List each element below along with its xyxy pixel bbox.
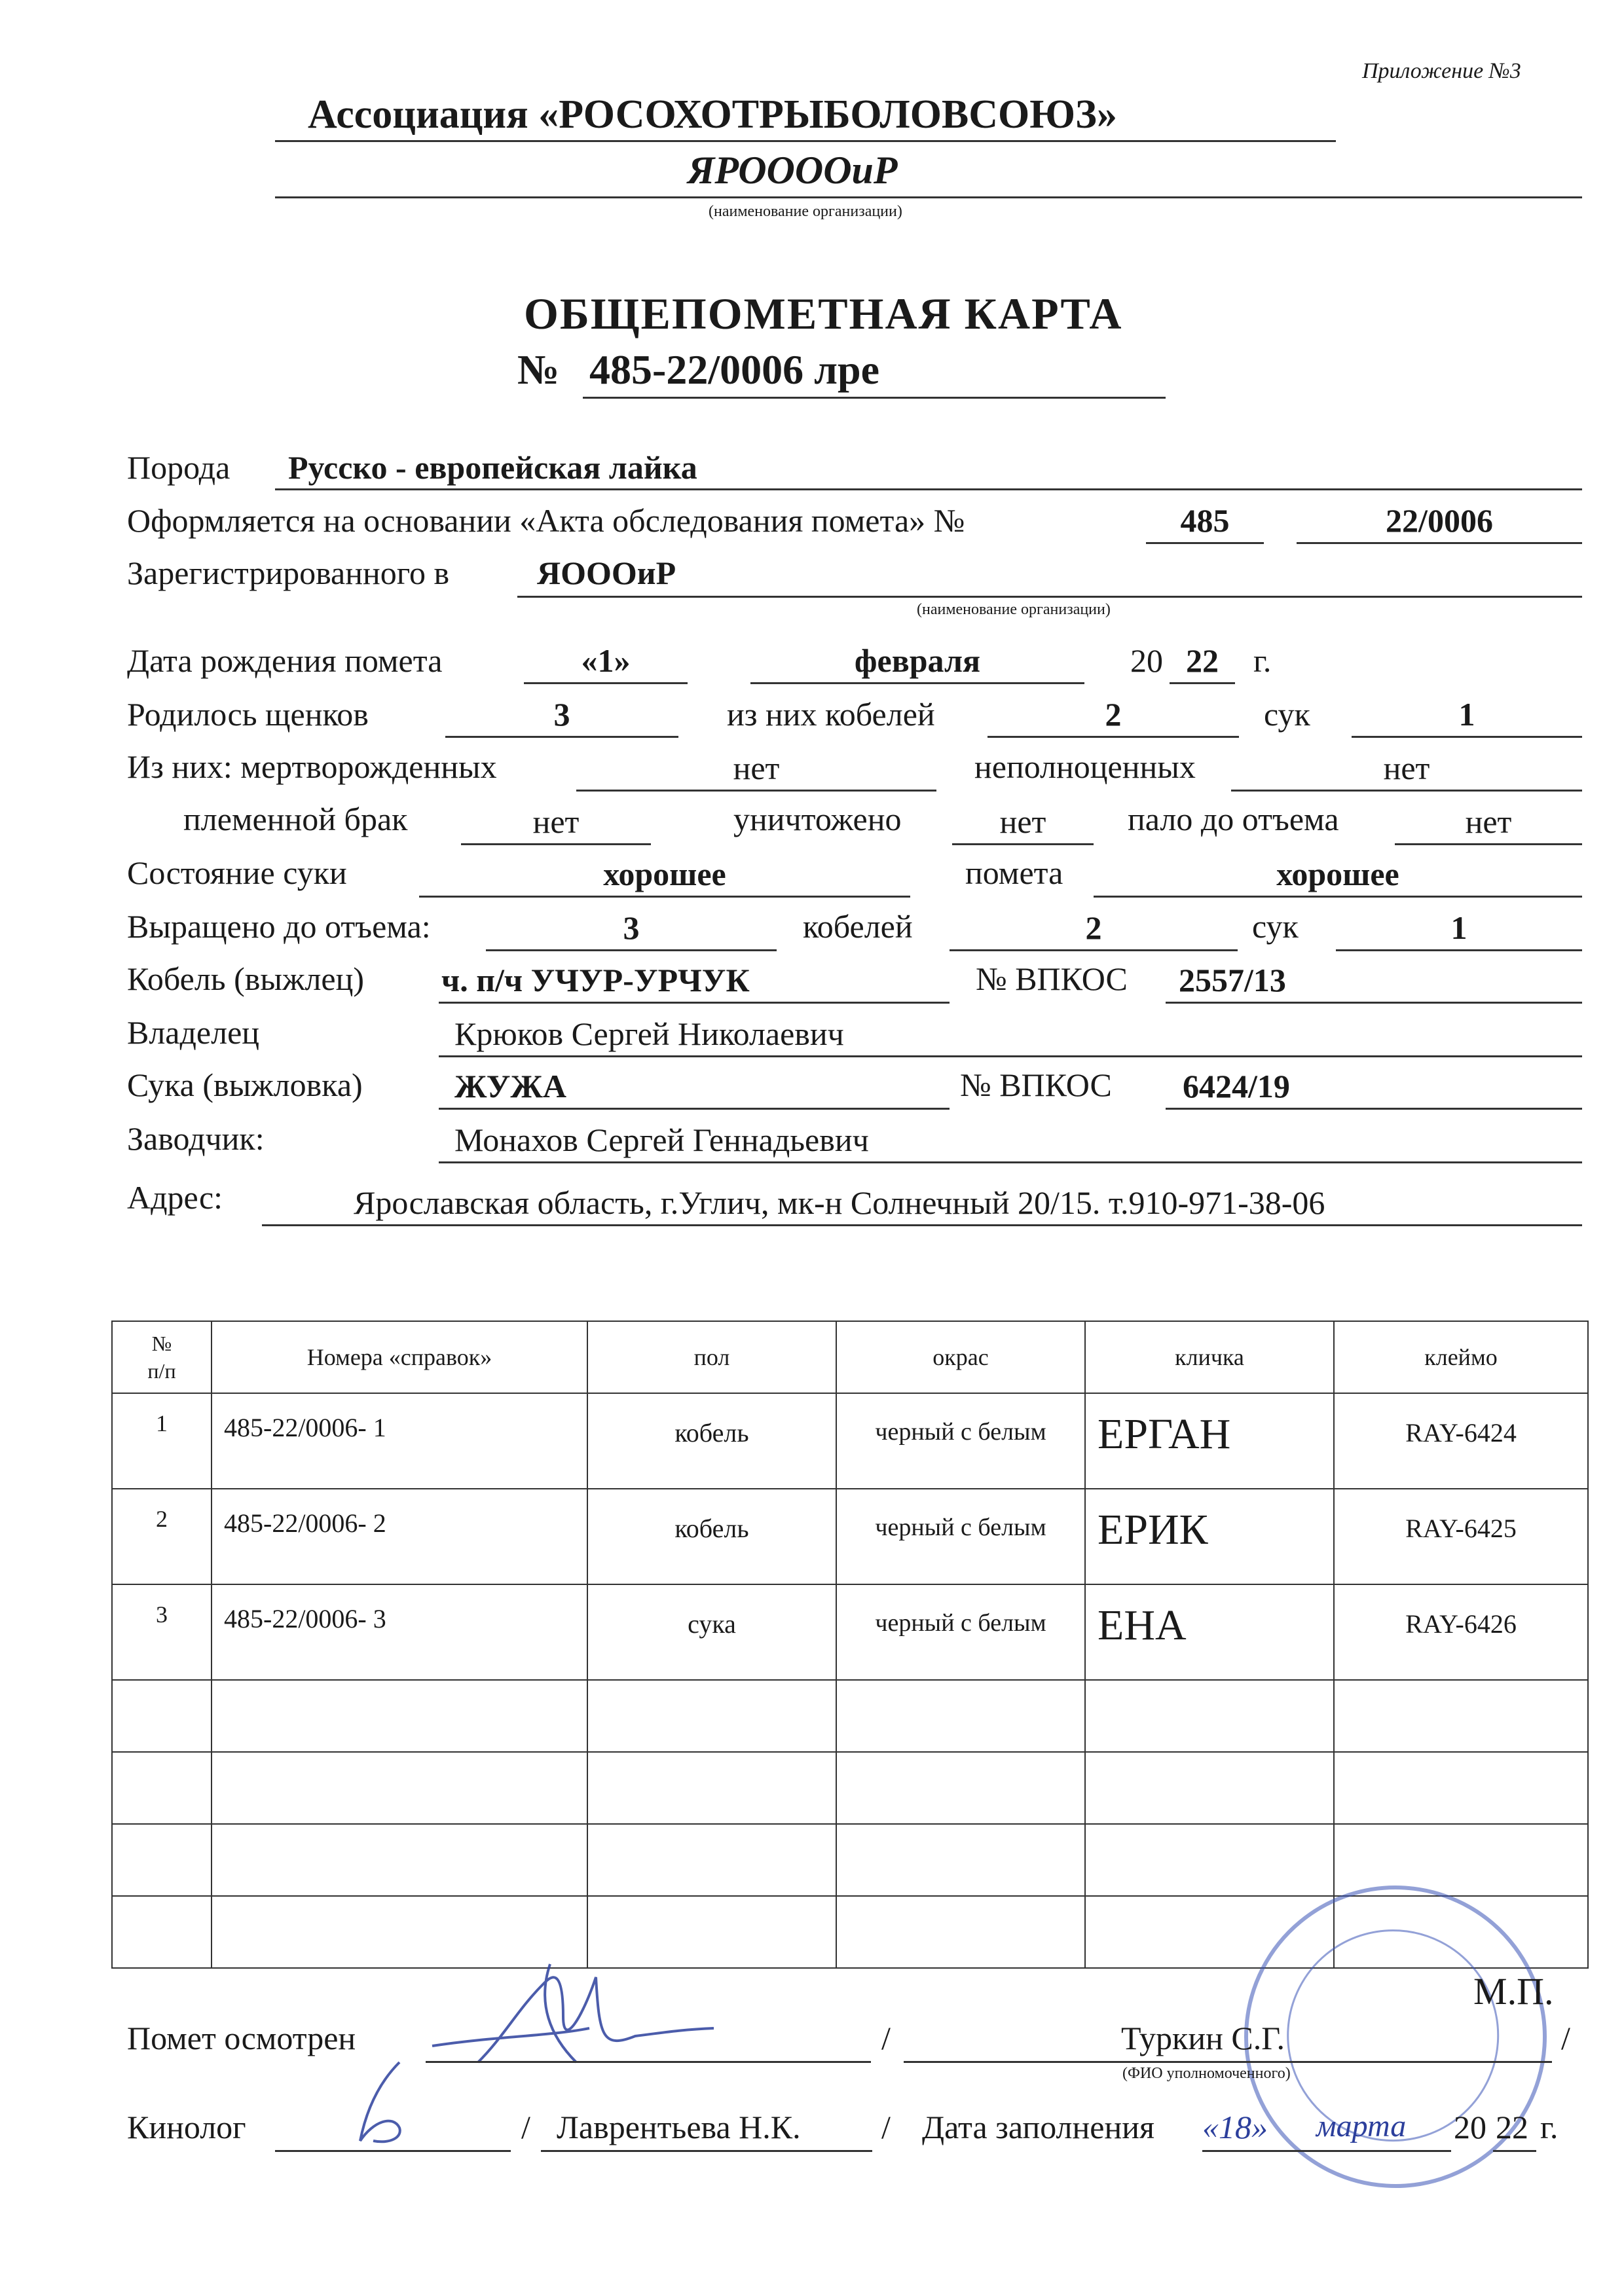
sire-vpkos-label: № ВПКОС [976, 960, 1128, 997]
breed-defect-value: нет [532, 803, 580, 840]
row-brand: RAY-6426 [1334, 1584, 1588, 1680]
header-num-line2: п/п [147, 1359, 176, 1383]
registered-caption: (наименование организации) [917, 601, 1111, 618]
females-value: 1 [1458, 696, 1475, 733]
females-underline [1352, 736, 1582, 738]
registered-org: ЯОООиР [537, 555, 676, 591]
stillborn-value: нет [733, 750, 780, 786]
birth-year: 22 [1186, 642, 1219, 679]
appendix-label: Приложение №3 [1362, 59, 1521, 83]
defective-underline [1231, 790, 1582, 792]
association-name: Ассоциация «РОСОХОТРЫБОЛОВСОЮЗ» [308, 92, 1117, 137]
destroyed-label: уничтожено [733, 801, 902, 837]
inspector-underline [904, 2061, 1552, 2063]
row-brand: RAY-6424 [1334, 1393, 1588, 1489]
header-name: кличка [1085, 1321, 1334, 1393]
cynologist-name: Лаврентьева Н.К. [557, 2109, 801, 2145]
sire-underline [439, 1002, 950, 1004]
females-label: сук [1264, 696, 1310, 733]
date-label: Дата заполнения [922, 2109, 1154, 2145]
destroyed-value: нет [999, 803, 1046, 840]
table-row [112, 1584, 1588, 1680]
stillborn-label: Из них: мертворожденных [127, 748, 497, 785]
stillborn-underline [576, 790, 936, 792]
header-num [112, 1321, 212, 1393]
row-sex: кобель [587, 1489, 836, 1584]
males-label: из них кобелей [727, 696, 935, 733]
table-row [112, 1393, 1588, 1489]
association-underline [275, 140, 1336, 142]
dam-vpkos-value: 6424/19 [1183, 1068, 1290, 1104]
destroyed-underline [952, 843, 1094, 845]
inspector-caption: (ФИО уполномоченного) [1122, 2065, 1291, 2082]
row-name: ЕНА [1085, 1584, 1334, 1680]
dam-state-underline [419, 896, 910, 898]
birth-day-underline [524, 682, 688, 684]
breeder-label: Заводчик: [127, 1120, 265, 1157]
inspected-signature-underline [426, 2061, 871, 2063]
table-row-empty [112, 1752, 1588, 1824]
row-num: 2 [112, 1489, 212, 1584]
address-label: Адрес: [127, 1179, 223, 1216]
inspector-name: Туркин С.Г. [1121, 2020, 1285, 2056]
date-year-suffix: г. [1540, 2109, 1559, 2145]
inspector-signature [419, 1938, 720, 2088]
breed-label: Порода [127, 449, 231, 486]
defective-value: нет [1383, 750, 1430, 786]
litter-state-label: помета [965, 854, 1063, 891]
header-cert: Номера «справок» [212, 1321, 587, 1393]
row-num: 1 [112, 1393, 212, 1489]
registered-underline [517, 596, 1582, 598]
dam-state-label: Состояние суки [127, 854, 347, 891]
document-title: ОБЩЕПОМЕТНАЯ КАРТА [524, 289, 1123, 338]
card-number-prefix: № [517, 346, 560, 393]
sire-label: Кобель (выжлец) [127, 960, 365, 997]
header-sex: пол [587, 1321, 836, 1393]
dam-label: Сука (выжловка) [127, 1066, 363, 1103]
header-num-line1: № [151, 1332, 172, 1355]
litter-state-value: хорошее [1276, 856, 1399, 892]
date-year-underline [1493, 2150, 1536, 2152]
row-name: ЕРИК [1085, 1489, 1334, 1584]
males-underline [987, 736, 1239, 738]
raised-females-value: 1 [1450, 909, 1467, 946]
birth-year-suffix: г. [1253, 642, 1272, 679]
died-value: нет [1465, 803, 1512, 840]
organization-underline [275, 196, 1582, 198]
row-brand: RAY-6425 [1334, 1489, 1588, 1584]
cynologist-signature [327, 2056, 439, 2154]
born-underline [445, 736, 678, 738]
breed-defect-underline [461, 843, 651, 845]
died-label: пало до отъема [1128, 801, 1339, 837]
birth-month-underline [750, 682, 1084, 684]
inspected-label: Помет осмотрен [127, 2020, 356, 2056]
sire-value: ч. п/ч УЧУР-УРЧУК [441, 962, 750, 998]
address-value: Ярославская область, г.Углич, мк-н Солнечный 20/15. т.910-971-38-06 [354, 1184, 1325, 1221]
row-name: ЕРГАН [1085, 1393, 1334, 1489]
birth-month: февраля [854, 642, 981, 679]
raised-males-value: 2 [1085, 909, 1102, 946]
raised-males-label: кобелей [803, 908, 913, 945]
cynologist-signature-underline [275, 2150, 511, 2152]
breed-value: Русско - европейская лайка [288, 449, 697, 486]
breed-defect-label: племенной брак [183, 801, 408, 837]
date-month: марта [1316, 2109, 1407, 2143]
row-color: черный с белым [836, 1489, 1085, 1584]
date-year: 22 [1496, 2109, 1528, 2145]
row-sex: сука [587, 1584, 836, 1680]
litter-state-underline [1094, 896, 1582, 898]
table-row-empty [112, 1824, 1588, 1896]
cynologist-label: Кинолог [127, 2109, 246, 2145]
card-number-underline [583, 397, 1166, 399]
date-day: «18» [1202, 2109, 1268, 2145]
raised-males-underline [950, 949, 1238, 951]
card-number: 485-22/0006 лре [589, 346, 879, 393]
dam-value: ЖУЖА [454, 1068, 566, 1104]
organization-caption: (наименование организации) [709, 203, 902, 220]
organization-name: ЯРООООиР [688, 149, 898, 192]
litter-table [111, 1321, 1589, 1969]
raised-label: Выращено до отъема: [127, 908, 431, 945]
owner-underline [439, 1055, 1582, 1057]
basis-label: Оформляется на основании «Акта обследования помета» № [127, 502, 965, 539]
table-row [112, 1489, 1588, 1584]
header-brand: клеймо [1334, 1321, 1588, 1393]
basis-num2: 22/0006 [1386, 502, 1493, 539]
registered-label: Зарегистрированного в [127, 555, 450, 591]
header-color: окрас [836, 1321, 1085, 1393]
table-row-empty [112, 1680, 1588, 1752]
males-value: 2 [1105, 696, 1122, 733]
basis-num1-underline [1146, 542, 1264, 544]
address-underline [262, 1224, 1582, 1226]
defective-label: неполноценных [974, 748, 1196, 785]
dam-vpkos-label: № ВПКОС [960, 1066, 1112, 1103]
raised-value: 3 [623, 909, 640, 946]
born-label: Родилось щенков [127, 696, 369, 733]
birth-label: Дата рождения помета [127, 642, 443, 679]
inspected-slash: / [881, 2020, 891, 2056]
cynologist-name-underline [541, 2150, 872, 2152]
birth-day: «1» [581, 642, 631, 679]
table-header-row [112, 1321, 1588, 1393]
raised-females-underline [1336, 949, 1582, 951]
mp-label: М.П. [1473, 1970, 1554, 2013]
row-cert: 485-22/0006- 3 [212, 1584, 587, 1680]
row-num: 3 [112, 1584, 212, 1680]
birth-year-underline [1170, 682, 1235, 684]
sire-vpkos-value: 2557/13 [1179, 962, 1286, 998]
breeder-value: Монахов Сергей Геннадьевич [454, 1121, 869, 1158]
basis-num1: 485 [1180, 502, 1230, 539]
died-underline [1395, 843, 1582, 845]
date-slash: / [881, 2109, 891, 2145]
row-sex: кобель [587, 1393, 836, 1489]
sire-vpkos-underline [1166, 1002, 1582, 1004]
breeder-underline [439, 1161, 1582, 1163]
raised-females-label: сук [1252, 908, 1299, 945]
row-color: черный с белым [836, 1393, 1085, 1489]
basis-num2-underline [1297, 542, 1582, 544]
cynologist-slash: / [521, 2109, 530, 2145]
row-color: черный с белым [836, 1584, 1085, 1680]
raised-underline [486, 949, 777, 951]
date-year-prefix: 20 [1454, 2109, 1486, 2145]
dam-state-value: хорошее [603, 856, 726, 892]
dam-vpkos-underline [1166, 1108, 1582, 1110]
inspector-slash: / [1561, 2020, 1570, 2056]
date-underline [1202, 2150, 1451, 2152]
owner-label: Владелец [127, 1014, 260, 1051]
row-cert: 485-22/0006- 2 [212, 1489, 587, 1584]
row-cert: 485-22/0006- 1 [212, 1393, 587, 1489]
dam-underline [439, 1108, 950, 1110]
birth-year-prefix: 20 [1130, 642, 1163, 679]
born-value: 3 [553, 696, 570, 733]
owner-value: Крюков Сергей Николаевич [454, 1015, 844, 1052]
breed-underline [275, 488, 1582, 490]
